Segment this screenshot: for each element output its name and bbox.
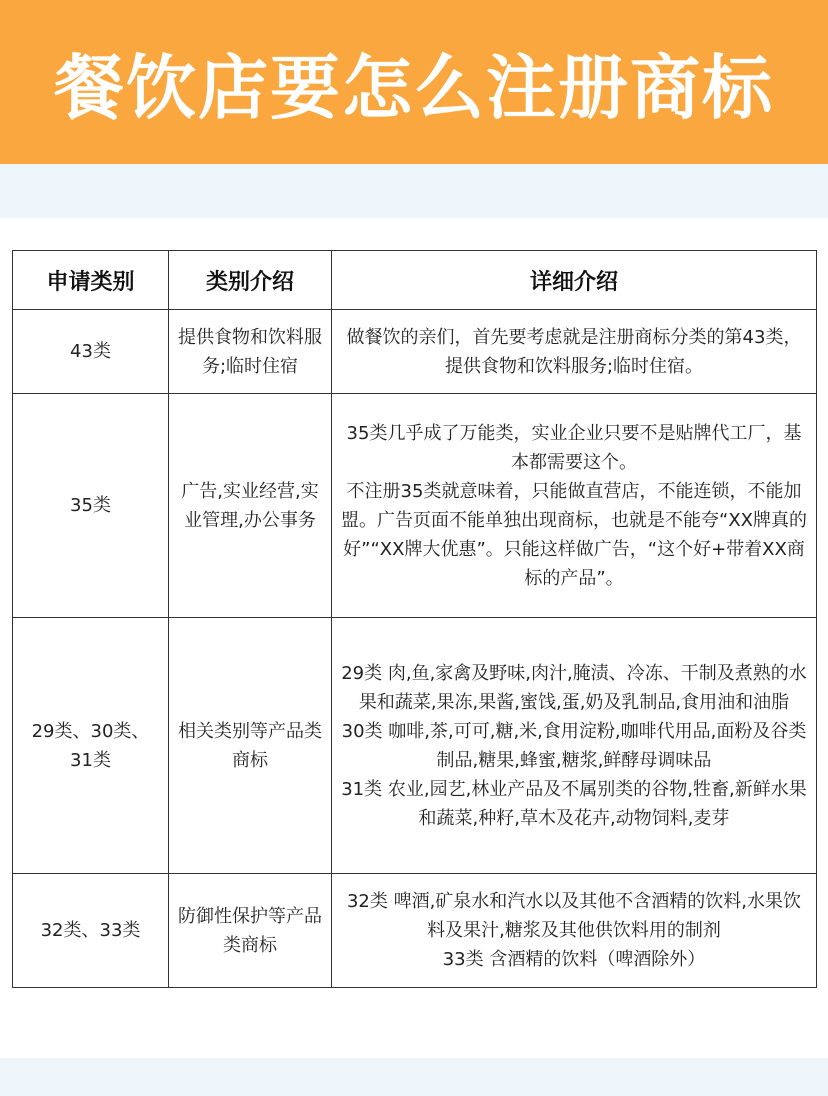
row-detail xyxy=(332,310,817,394)
row-intro: 防御性保护等产品类商标 xyxy=(169,874,332,988)
detail-paragraph: 不注册35类就意味着，只能做直营店，不能连锁，不能加盟。广告页面不能单独出现商标，也就是不能夸“XX牌真的好”“XX牌大优惠”。只能这样做广告，“这个好+带着XX商标的产品”。 xyxy=(341,480,807,589)
title-banner xyxy=(0,0,828,164)
row-category: 29类、30类、31类 xyxy=(13,618,169,874)
header-detail: 详细介绍 xyxy=(332,251,817,310)
detail-paragraph: 29类 肉,鱼,家禽及野味,肉汁,腌渍、冷冻、干制及煮熟的水果和蔬菜,果冻,果酱,蜜饯,蛋,奶及乳制品,食用油和油脂 xyxy=(341,662,807,713)
row-category: 32类、33类 xyxy=(13,874,169,988)
row-detail xyxy=(332,874,817,988)
detail-paragraph: 33类 含酒精的饮料（啤酒除外） xyxy=(442,949,706,970)
table-header-row xyxy=(13,251,817,310)
detail-paragraph: 32类 啤酒,矿泉水和汽水以及其他不含酒精的饮料,水果饮料及果汁,糖浆及其他供饮料用的制剂 xyxy=(346,891,802,941)
table-row xyxy=(13,394,817,618)
detail-paragraph: 35类几乎成了万能类，实业企业只要不是贴牌代工厂，基本都需要这个。 xyxy=(346,422,802,473)
trademark-class-table xyxy=(12,250,817,988)
table-row xyxy=(13,310,817,394)
page-title: 餐饮店要怎么注册商标 xyxy=(54,46,774,129)
detail-paragraph: 30类 咖啡,茶,可可,糖,米,食用淀粉,咖啡代用品,面粉及谷类制品,糖果,蜂蜜,糖浆,鲜酵母调味品 xyxy=(341,720,807,771)
row-category: 43类 xyxy=(13,310,169,394)
header-intro: 类别介绍 xyxy=(169,251,332,310)
detail-paragraph: 31类 农业,园艺,林业产品及不属别类的谷物,牲畜,新鲜水果和蔬菜,种籽,草木及花卉,动物饲料,麦芽 xyxy=(341,778,807,829)
top-divider-band xyxy=(0,164,828,218)
table-row xyxy=(13,874,817,988)
row-intro: 相关类别等产品类商标 xyxy=(169,618,332,874)
row-intro: 提供食物和饮料服务;临时住宿 xyxy=(169,310,332,394)
row-detail xyxy=(332,394,817,618)
detail-paragraph: 做餐饮的亲们，首先要考虑就是注册商标分类的第43类，提供食物和饮料服务;临时住宿。 xyxy=(346,326,802,377)
table-row xyxy=(13,618,817,874)
row-category: 35类 xyxy=(13,394,169,618)
header-category: 申请类别 xyxy=(13,251,169,310)
row-intro: 广告,实业经营,实业管理,办公事务 xyxy=(169,394,332,618)
row-detail xyxy=(332,618,817,874)
bottom-divider-band xyxy=(0,1058,828,1096)
